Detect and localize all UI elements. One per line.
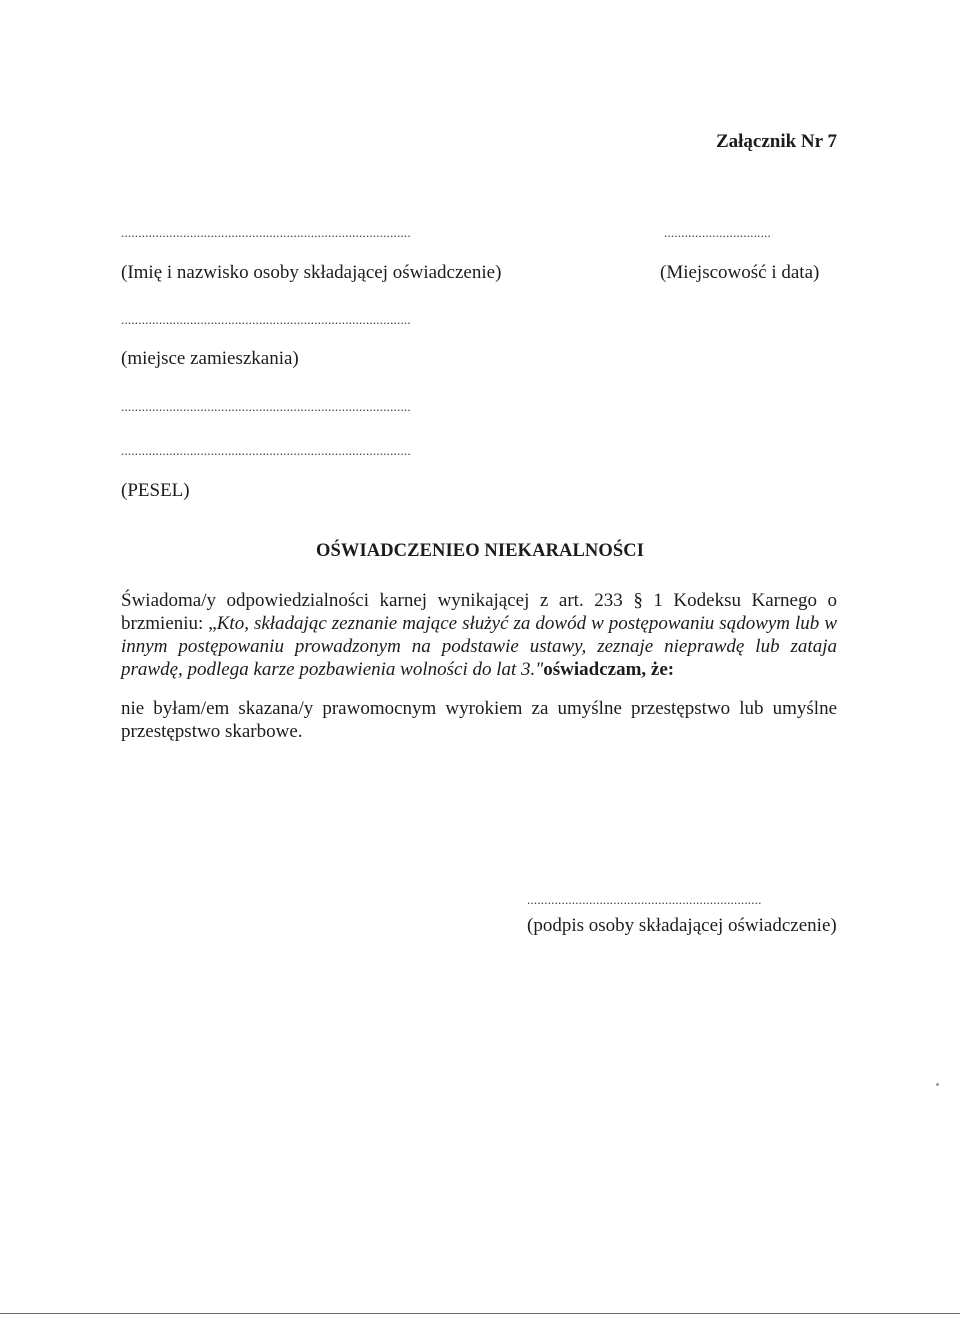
paragraph-intro: Świadoma/y odpowiedzialności karnej wynikającej z art. 233 § 1 Kodeksu Karnego o brzmieniu: „ bbox=[121, 590, 837, 634]
paragraph-declaration: oświadczam, że: bbox=[543, 659, 675, 680]
name-dotted-line: .................................................................................... bbox=[121, 226, 411, 240]
paragraph-quote: Kto, składając zeznanie mające służyć za dowód w postępowaniu sądowym lub w innym postępowaniu prowadzonym na podstawie ustawy, zeznaje nieprawdę lub zataja prawdę, podlega karze pozbawienia wolności do lat 3. bbox=[121, 613, 837, 680]
document-heading: OŚWIADCZENIEO NIEKARALNOŚCI bbox=[315, 541, 645, 561]
residence-dotted-line-2: .................................................................................... bbox=[121, 400, 411, 414]
pesel-label: (PESEL) bbox=[121, 480, 190, 501]
scan-bottom-edge bbox=[0, 1313, 960, 1314]
name-label: (Imię i nazwisko osoby składającej oświadczenie) bbox=[121, 262, 502, 283]
residence-dotted-line: .................................................................................... bbox=[121, 313, 411, 327]
signature-label: (podpis osoby składającej oświadczenie) bbox=[527, 915, 837, 936]
statement-paragraph: nie byłam/em skazana/y prawomocnym wyrokiem za umyślne przestępstwo lub umyślne przestępstwo skarbowe. bbox=[121, 698, 837, 742]
residence-label: (miejsce zamieszkania) bbox=[121, 348, 299, 369]
place-date-label: (Miejscowość i data) bbox=[660, 262, 820, 283]
pesel-dotted-line: .................................................................................... bbox=[121, 444, 411, 458]
place-date-dotted-line: ............................... bbox=[664, 226, 771, 240]
declaration-paragraph bbox=[121, 589, 837, 681]
scan-speck bbox=[936, 1083, 939, 1086]
signature-dotted-line: .................................................................... bbox=[527, 893, 762, 907]
paragraph-quote-end: " bbox=[535, 659, 544, 680]
attachment-title: Załącznik Nr 7 bbox=[715, 131, 837, 152]
